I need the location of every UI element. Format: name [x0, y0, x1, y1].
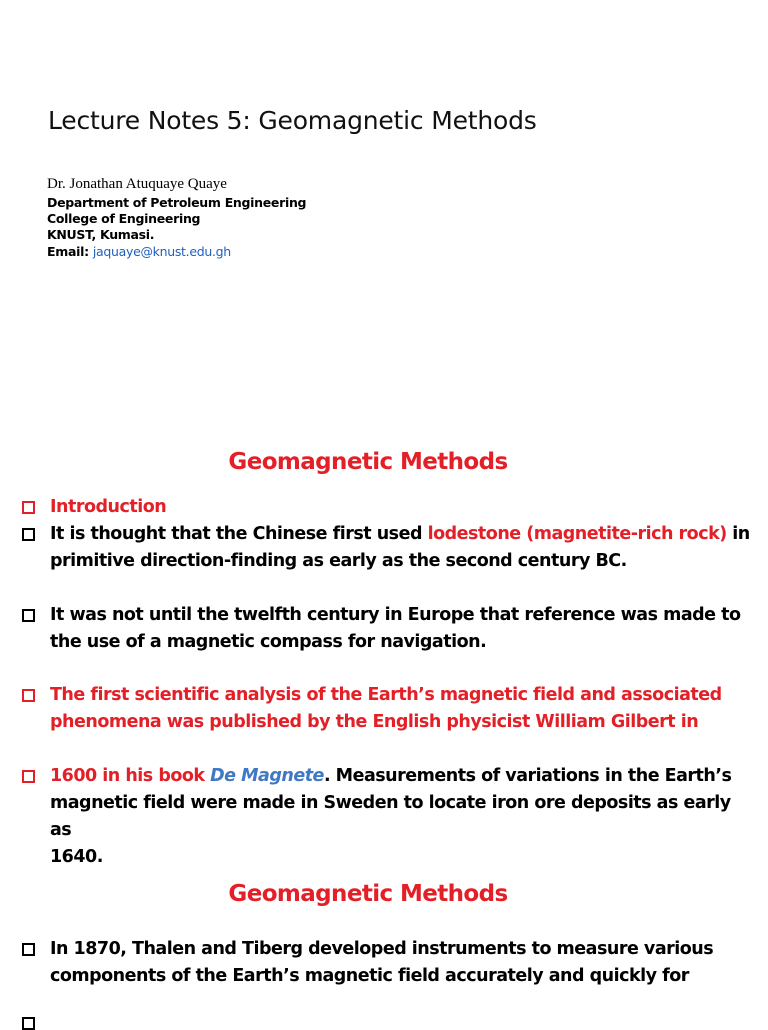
- bullet-text: [50, 763, 752, 871]
- text-run: It is thought that the Chinese first used: [50, 524, 428, 544]
- text-run: 1640.: [50, 847, 103, 867]
- email-line: [47, 244, 231, 259]
- email-label: Email:: [47, 244, 93, 259]
- page-title: Lecture Notes 5: Geomagnetic Methods: [48, 106, 537, 135]
- text-run: It was not until the twelfth century in Europe that reference was made to: [50, 605, 741, 625]
- bullet-text: [50, 682, 752, 736]
- bullet-text: [50, 602, 752, 656]
- text-run: phenomena was published by the English physicist William Gilbert in: [50, 712, 699, 732]
- bullet-chinese-lodestone: [22, 521, 752, 575]
- department: Department of Petroleum Engineering: [47, 195, 307, 210]
- highlight-text: 1600 in his book: [50, 766, 211, 786]
- checkbox-bullet-icon: [22, 689, 35, 702]
- book-title: De Magnete: [210, 766, 324, 786]
- text-run: In 1870, Thalen and Tiberg developed instruments to measure various: [50, 939, 714, 959]
- checkbox-bullet-icon: [22, 528, 35, 541]
- author-name: Dr. Jonathan Atuquaye Quaye: [47, 176, 227, 192]
- bullet-gilbert: [22, 682, 752, 736]
- text-run: the use of a magnetic compass for navigation.: [50, 632, 487, 652]
- text-run: magnetic field were made in Sweden to locate iron ore deposits as early as: [50, 793, 731, 840]
- section-heading: Geomagnetic Methods: [228, 449, 508, 475]
- text-run: . Measurements of variations in the Earth’s: [323, 766, 732, 786]
- email-link[interactable]: jaquaye@knust.edu.gh: [92, 244, 231, 259]
- bullet-text: [50, 936, 752, 990]
- text-run: The first scientific analysis of the Earth’s magnetic field and associated: [50, 685, 722, 705]
- text-run: components of the Earth’s magnetic field accurately and quickly for: [50, 966, 689, 986]
- highlight-text: lodestone (magnetite-rich rock): [427, 524, 727, 544]
- text-run: primitive direction-finding as early as the second century BC.: [50, 551, 627, 571]
- bullet-text: Introduction: [50, 497, 167, 517]
- checkbox-bullet-icon: [22, 501, 35, 514]
- checkbox-bullet-icon: [22, 609, 35, 622]
- section-heading-2: Geomagnetic Methods: [228, 881, 508, 907]
- bullet-thalen-tiberg: [22, 936, 752, 990]
- bullet-introduction: [22, 494, 752, 521]
- checkbox-bullet-icon: [22, 943, 35, 956]
- text-run: in: [726, 524, 750, 544]
- bullet-compass: [22, 602, 752, 656]
- location: KNUST, Kumasi.: [47, 227, 155, 242]
- checkbox-bullet-icon: [22, 770, 35, 783]
- bullet-text: [50, 521, 752, 575]
- college: College of Engineering: [47, 211, 201, 226]
- bullet-de-magnete: [22, 763, 752, 871]
